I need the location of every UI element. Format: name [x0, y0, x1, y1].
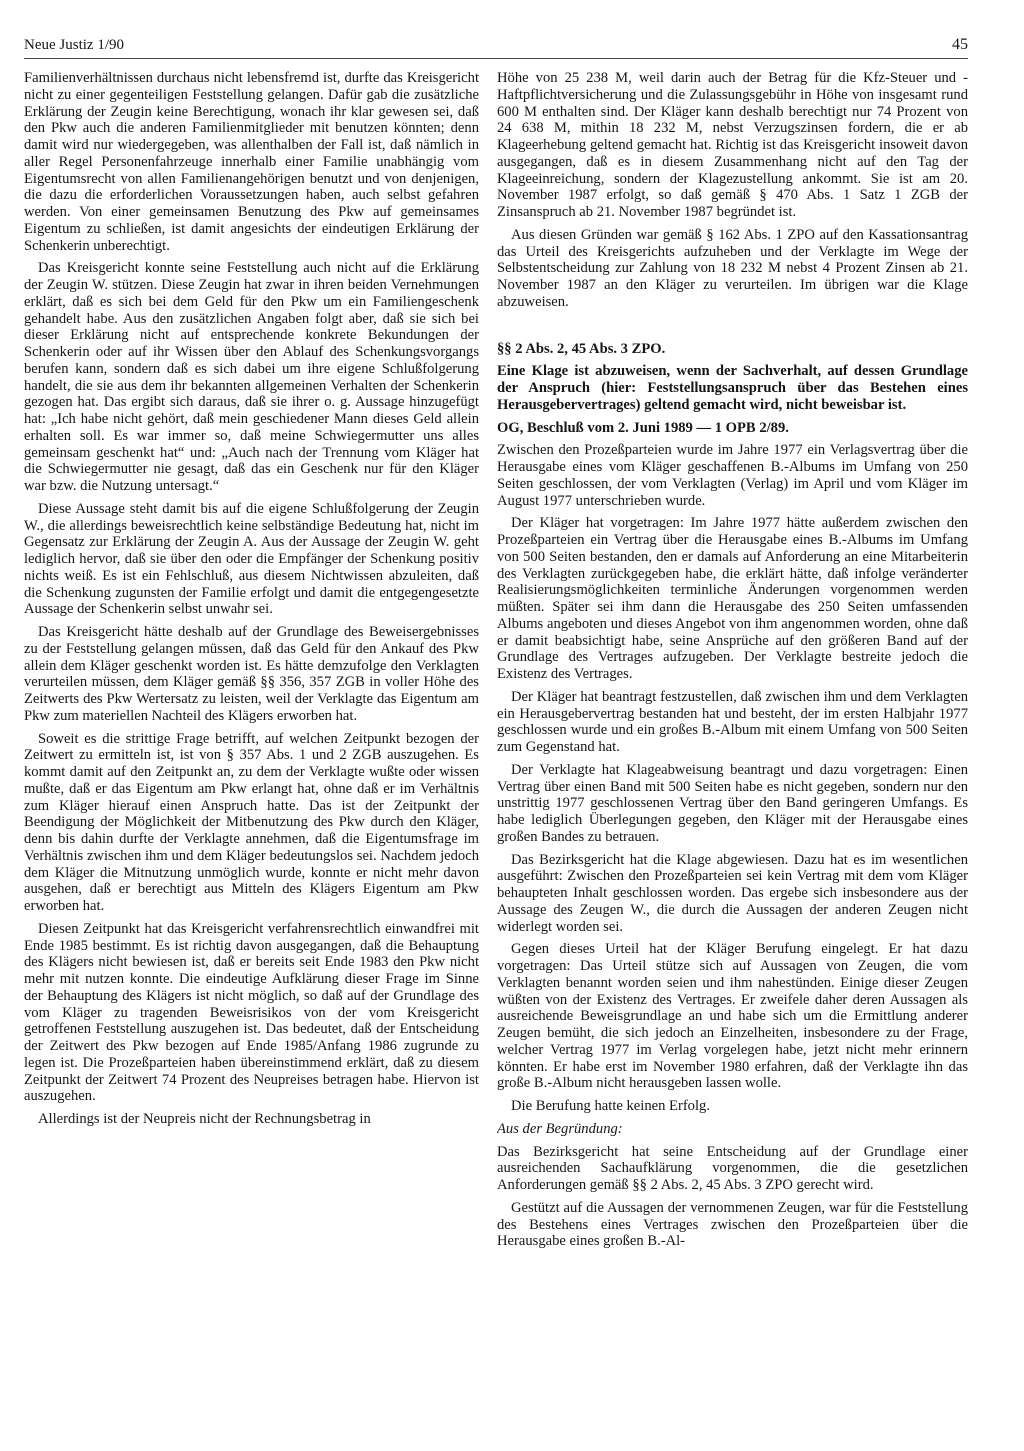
paragraph: Der Kläger hat vorgetragen: Im Jahre 1977 hätte außerdem zwischen den Prozeßparteien ein Vertrag über die Herausgabe eines B.-Albums im Umfang von 500 Seiten bestanden, den er damals auf Anforderung an eine Mitarbeiterin des Verklagten zurückgegeben habe, die erklärt hätte, daß infolge veränderter Realisierungsmöglichkeiten terminliche Änderungen vorgenommen werden müßten. Später sei ihm dann die Herausgabe des 250 Seiten umfassenden Albums angeboten und dieses Angebot von ihm angenommen worden, ohne daß er damit beabsichtigt habe, seine Ansprüche auf den größeren Band auf der Grundlage des Vertrages aufzugeben. Der Verklagte bestreite jedoch die Existenz des Vertrages. — [497, 515, 968, 682]
decision-headnote-block — [497, 341, 968, 437]
header-divider — [24, 58, 968, 59]
page-header — [24, 34, 968, 60]
paragraph: Die Berufung hatte keinen Erfolg. — [511, 1098, 710, 1114]
paragraph: Diese Aussage steht damit bis auf die eigene Schlußfolgerung der Zeugin W., die allerdings beweisrechtlich keine selbständige Bedeutung hat, nicht im Gegensatz zur Erklärung der Zeugin A. Aus der Aussage der Zeugin W. geht lediglich hervor, daß sie über den oder die Empfänger der Schenkung positiv nichts weiß. Es ist ein Fehlschluß, aus diesem Nichtwissen abzuleiten, daß die Schenkung zugunsten der Familie erfolgt und damit die entgegengesetzte Aussage der Schenkerin selbst unwahr sei. — [24, 500, 479, 618]
paragraph: Allerdings ist der Neupreis nicht der Rechnungsbetrag in — [38, 1111, 371, 1127]
paragraph: Diesen Zeitpunkt hat das Kreisgericht verfahrensrechtlich einwandfrei mit Ende 1985 bestimmt. Es ist richtig davon ausgegangen, daß die Behauptung des Klägers nicht bewiesen ist, daß er bereits seit Ende 1983 den Pkw nicht mehr mit nutzen konnte. Die eindeutige Aufklärung dieser Frage im Sinne der Behauptung des Klägers ist nicht möglich, so daß auf der Grundlage des vom Kläger zu tragenden Beweisrisikos von der vom Kreisgericht getroffenen Feststellung auszugehen ist. Das bedeutet, daß der Entscheidung der Zeitwert des Pkw bezogen auf Ende 1985/Anfang 1986 zugrunde zu legen ist. Die Prozeßparteien haben übereinstimmend erklärt, daß zu diesem Zeitpunkt der Zeitwert 74 Prozent des Neupreises betragen habe. Hiervon ist auszugehen. — [24, 920, 479, 1105]
court-decision: OG, Beschluß vom 2. Juni 1989 — 1 OPB 2/89. — [497, 419, 789, 436]
reasons-heading: Aus der Begründung: — [497, 1120, 623, 1137]
paragraph: Soweit es die strittige Frage betrifft, auf welchen Zeitpunkt bezogen der Zeitwert zu ermitteln ist, ist von § 357 Abs. 1 und 2 ZGB auszugehen. Es kommt damit auf den Zeitpunkt an, zu dem der Verklagte wußte oder wissen mußte, daß er das Eigentum am Pkw erlangt hat, ohne daß er im Verhältnis zum Kläger hierauf einen Anspruch hatte. Das ist der Zeitpunkt der Beendigung der Möglichkeit der Mitbenutzung des Pkw durch den Kläger, denn bis dahin durfte der Verklagte annehmen, daß die Eigentumsfrage im Verhältnis zwischen ihm und dem Kläger bedeutungslos sei. Nachdem jedoch dem Kläger die Mitnutzung unmöglich wurde, konnte er nicht mehr davon ausgehen, daß er berechtigt aus Mitteln des Klägers Eigentum am Pkw erworben hat. — [24, 730, 479, 914]
journal-title: Neue Justiz 1/90 — [24, 37, 124, 53]
headnote: Eine Klage ist abzuweisen, wenn der Sachverhalt, auf dessen Grundlage der Anspruch (hier: Feststellungsanspruch über das Bestehen eines Herausgebervertrages) geltend gemacht wird, nicht beweisbar ist. — [497, 363, 968, 413]
left-column — [24, 70, 479, 1440]
paragraph: Das Bezirksgericht hat seine Entscheidung auf der Grundlage einer ausreichenden Sachaufklärung vorgenommen, die die gesetzlichen Anforderungen gemäß §§ 2 Abs. 2, 45 Abs. 3 ZPO gerecht wird. — [497, 1143, 968, 1193]
paragraph: Der Kläger hat beantragt festzustellen, daß zwischen ihm und dem Verklagten ein Herausgebervertrag bestanden hat und besteht, der im ersten Halbjahr 1977 geschlossen wurde und ein großes B.-Album mit einem Umfang von 500 Seiten zum Gegenstand hat. — [497, 688, 968, 755]
paragraph: Familienverhältnissen durchaus nicht lebensfremd ist, durfte das Kreisgericht nicht zu einer gegenteiligen Feststellung gelangen. Dafür gab die zusätzliche Erklärung der Zeugin keine Berechtigung, wonach ihr klar gewesen sei, daß den Pkw auch die anderen Familienmitglieder mit benutzen könnten; denn damit wird nur wiedergegeben, was allenthalben der Fall ist, daß nämlich in aller Regel Personenfahrzeuge innerhalb einer Familie unabhängig vom Eigentumsrecht von allen Familienangehörigen benutzt und von denjenigen, die dazu die erforderlichen Voraussetzungen haben, auch selbst gefahren werden. Von einer gemeinsamen Benutzung des Pkw auf gemeinsames Eigentum zu schließen, ist damit angesichts der eindeutigen Erklärung der Schenkerin unberechtigt. — [24, 70, 479, 254]
paragraph: Höhe von 25 238 M, weil darin auch der Betrag für die Kfz-Steuer und -Haftpflichtversicherung und die Zulassungsgebühr in Höhe von insgesamt rund 600 M enthalten sind. Der Kläger kann deshalb berechtigt nur 74 Prozent von 24 638 M, mithin 18 232 M, nebst Verzugszinsen fordern, die er ab Klageerhebung geltend gemacht hat. Richtig ist das Kreisgericht insoweit davon ausgegangen, daß es in diesem Zusammenhang nicht auf den Tag der Klageeinreichung, sondern der Klagezustellung ankommt. Sie ist am 20. November 1987 erfolgt, so daß gemäß § 470 Abs. 1 Satz 1 ZGB der Zinsanspruch ab 21. November 1987 begründet ist. — [497, 70, 968, 220]
paragraph: Zwischen den Prozeßparteien wurde im Jahre 1977 ein Verlagsvertrag über die Herausgabe eines vom Kläger geschaffenen B.-Albums im Umfang von 250 Seiten geschlossen, der vom Verklagten (Verlag) im April und vom Kläger im August 1977 unterschrieben wurde. — [497, 442, 968, 509]
paragraph: Das Kreisgericht hätte deshalb auf der Grundlage des Beweisergebnisses zu der Feststellung gelangen müssen, daß das Geld für den Ankauf des Pkw allein dem Kläger geschenkt worden ist. Es hätte demzufolge den Verklagten verurteilen müssen, dem Kläger gemäß §§ 356, 357 ZGB in voller Höhe des Zeitwerts des Pkw Wertersatz zu leisten, weil der Verklagte das Eigentum am Pkw zum materiellen Nachteil des Klägers erworben hat. — [24, 624, 479, 724]
law-reference: §§ 2 Abs. 2, 45 Abs. 3 ZPO. — [497, 340, 666, 357]
paragraph: Das Kreisgericht konnte seine Feststellung auch nicht auf die Erklärung der Zeugin W. stützen. Diese Zeugin hat zwar in ihren beiden Vernehmungen erklärt, daß es sich bei dem Geld für den Pkw um ein Familiengeschenk gehandelt habe. Aus den zusätzlichen Angaben folgt aber, daß sie sich bei dieser Erklärung nicht auf entsprechende konkrete Bekundungen der Schenkerin oder auf ihr Wissen über den Ablauf des Schenkungsvorgangs berufen kann, sondern daß es sich dabei um ihre eigene Schlußfolgerung handelt, die sie aus dem ihr bekannten allgemeinen Verhalten der Schenkerin gezogen hat. Das ergibt sich daraus, daß sie ihrer o. g. Aussage hinzugefügt hat: „Ich habe nicht gehört, daß mein geschiedener Mann dieses Geld allein erhalten soll. Es war immer so, daß meine Schwiegermutter uns alles gemeinsam geschenkt hat“ und: „Auch nach der Trennung vom Kläger hat die Schwiegermutter nie gesagt, daß das ein Geschenk nur für den Kläger war bzw. die Nutzung untersagt.“ — [24, 260, 479, 494]
right-column — [497, 70, 968, 1440]
paragraph: Gestützt auf die Aussagen der vernommenen Zeugen, war für die Feststellung des Bestehens eines Vertrages zwischen den Prozeßparteien über die Herausgabe eines großen B.-Al- — [497, 1199, 968, 1250]
paragraph: Der Verklagte hat Klageabweisung beantragt und dazu vorgetragen: Einen Vertrag über einen Band mit 500 Seiten habe es nicht gegeben, sondern nur den unstrittig 1977 geschlossenen Vertrag über den Band geringeren Umfangs. Es habe lediglich Überlegungen gegeben, den Kläger mit der Herausgabe eines großen Bandes zu betrauen. — [497, 761, 968, 845]
page-number: 45 — [952, 36, 968, 53]
paragraph: Aus diesen Gründen war gemäß § 162 Abs. 1 ZPO auf den Kassationsantrag das Urteil des Kreisgerichts aufzuheben und der Verklagte im Wege der Selbstentscheidung zur Zahlung von 18 232 M nebst 4 Prozent Zinsen ab 21. November 1987 an den Kläger zu verurteilen. Im übrigen war die Klage abzuweisen. — [497, 226, 968, 310]
paragraph: Gegen dieses Urteil hat der Kläger Berufung eingelegt. Er hat dazu vorgetragen: Das Urteil stütze sich auf Aussagen von Zeugen, die vom Verklagten benannt worden seien und ihm nahestünden. Einige dieser Zeugen wüßten von der Existenz des Vertrages. Er zweifele daher deren Aussagen als ausreichende Beweisgrundlage an und habe sich um die Ermittlung anderer Zeugen bemüht, die sich jedoch an Einzelheiten, insbesondere zu der Frage, welcher Vertrag 1977 im Verlag vorgelegen habe, jetzt nicht mehr erinnern könnten. Er habe erst im November 1980 erfahren, daß der Verklagte ihn das große B.-Album nicht herausgeben lassen wolle. — [497, 941, 968, 1092]
paragraph: Das Bezirksgericht hat die Klage abgewiesen. Dazu hat es im wesentlichen ausgeführt: Zwischen den Prozeßparteien sei kein Vertrag mit dem vom Kläger behaupteten Inhalt geschlossen worden. Das ergebe sich insbesondere aus der Aussage des Zeugen W., die durch die Aussagen der anderen Zeugen nicht widerlegt worden sei. — [497, 851, 968, 935]
